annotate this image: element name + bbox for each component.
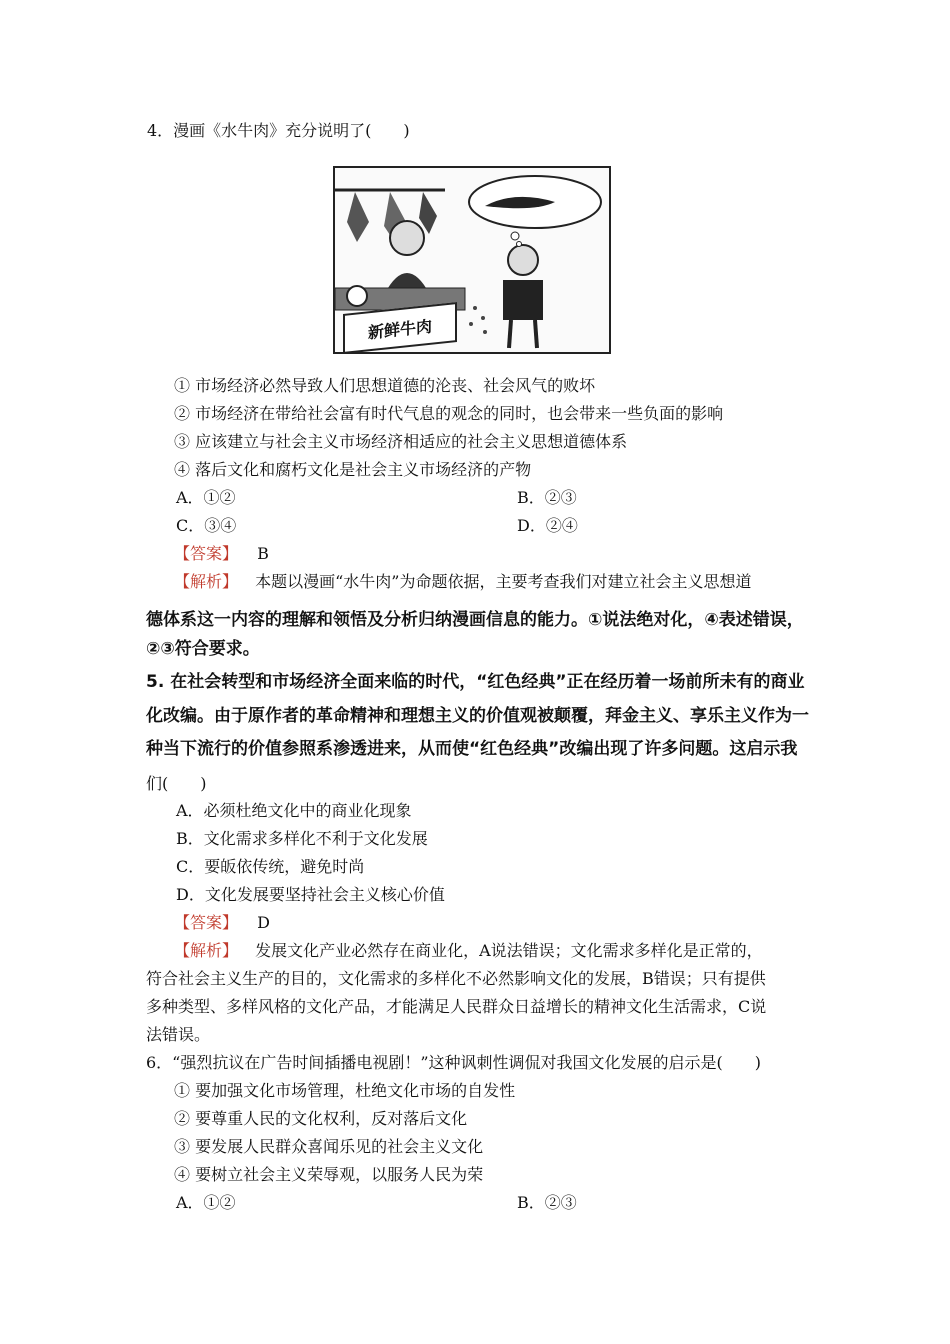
q5-option-b: B．文化需求多样化不利于文化发展 [176, 829, 428, 848]
q6-statement-1: ① 要加强文化市场管理，杜绝文化市场的自发性 [174, 1081, 516, 1100]
q4-option-c: C．③④ [176, 516, 237, 535]
q5-analysis-2: 符合社会主义生产的目的，文化需求的多样化不必然影响文化的发展，B错误；只有提供 [146, 969, 766, 988]
cartoon-sign: 新鲜牛肉 [343, 302, 457, 354]
q6-option-a: A．①② [176, 1193, 236, 1212]
q6-statement-3: ③ 要发展人民群众喜闻乐见的社会主义文化 [174, 1137, 484, 1156]
q5-analysis-1 [174, 940, 763, 962]
answer-tag: 【答案】 [174, 913, 239, 932]
analysis-tag: 【解析】 [174, 572, 239, 591]
q4-option-b: B．②③ [517, 488, 577, 507]
cartoon-image [333, 166, 611, 354]
q6-option-b: B．②③ [517, 1193, 577, 1212]
analysis-text: 本题以漫画“水牛肉”为命题依据，主要考查我们对建立社会主义思想道 [255, 572, 752, 591]
q6-stem: 6．“强烈抗议在广告时间插播电视剧！”这种讽刺性调侃对我国文化发展的启示是( ) [146, 1053, 762, 1072]
answer-value: D [257, 913, 270, 932]
q6-statement-4: ④ 要树立社会主义荣辱观，以服务人民为荣 [174, 1165, 484, 1184]
q4-analysis-2: 德体系这一内容的理解和领悟及分析归纳漫画信息的能力。①说法绝对化，④表述错误， [146, 610, 804, 630]
q6-statement-2: ② 要尊重人民的文化权利，反对落后文化 [174, 1109, 468, 1128]
q5-stem-1: 5. 在社会转型和市场经济全面来临的时代，“红色经典”正在经历着一场前所未有的商业 [146, 672, 805, 692]
analysis-tag: 【解析】 [174, 941, 239, 960]
q5-stem-3: 种当下流行的价值参照系渗透进来，从而使“红色经典”改编出现了许多问题。这启示我 [146, 739, 798, 759]
q5-stem-4: 们( ) [146, 774, 207, 793]
q4-option-d: D．②④ [517, 516, 578, 535]
q4-statement-4: ④ 落后文化和腐朽文化是社会主义市场经济的产物 [174, 460, 532, 479]
q4-statement-2: ② 市场经济在带给社会富有时代气息的观念的同时，也会带来一些负面的影响 [174, 404, 724, 423]
q4-analysis-1 [174, 571, 751, 593]
analysis-text: 发展文化产业必然存在商业化，A说法错误；文化需求多样化是正常的， [255, 941, 763, 960]
q4-stem: 4．漫画《水牛肉》充分说明了( ) [147, 121, 410, 140]
q4-statement-1: ① 市场经济必然导致人们思想道德的沦丧、社会风气的败坏 [174, 376, 596, 395]
q5-answer [174, 912, 270, 934]
q5-option-c: C．要皈依传统，避免时尚 [176, 857, 365, 876]
answer-tag: 【答案】 [174, 544, 239, 563]
q4-option-a: A．①② [176, 488, 236, 507]
q5-option-a: A．必须杜绝文化中的商业化现象 [176, 801, 412, 820]
q4-answer [174, 543, 269, 565]
q5-analysis-3: 多种类型、多样风格的文化产品，才能满足人民群众日益增长的精神文化生活需求，C说 [146, 997, 767, 1016]
q4-analysis-3: ②③符合要求。 [146, 639, 260, 659]
answer-value: B [257, 544, 269, 563]
q5-analysis-4: 法错误。 [146, 1025, 211, 1044]
q5-option-d: D．文化发展要坚持社会主义核心价值 [176, 885, 445, 904]
q5-stem-2: 化改编。由于原作者的革命精神和理想主义的价值观被颠覆，拜金主义、享乐主义作为一 [146, 706, 809, 726]
q4-statement-3: ③ 应该建立与社会主义市场经济相适应的社会主义思想道德体系 [174, 432, 628, 451]
